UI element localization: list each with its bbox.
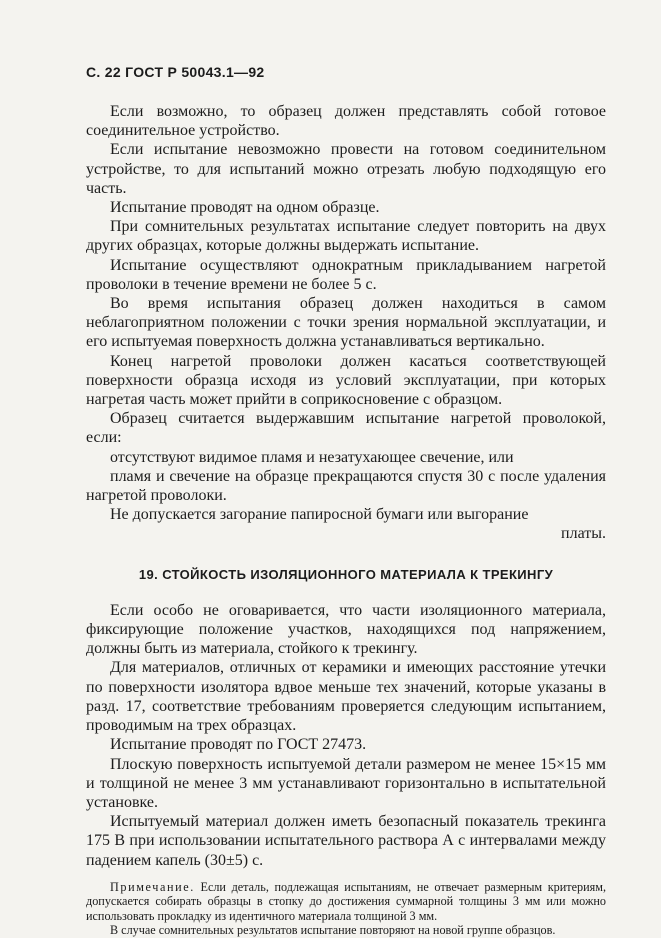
paragraph: Если возможно, то образец должен представлять собой готовое соединительное устройство. (86, 103, 606, 140)
paragraph: Плоскую поверхность испытуемой детали размером не менее 15×15 мм и толщиной не менее 3 мм устанавливают горизонтально в испытательной установке. (86, 755, 606, 811)
section-title: 19. СТОЙКОСТЬ ИЗОЛЯЦИОННОГО МАТЕРИАЛА К ТРЕКИНГУ (138, 566, 554, 582)
paragraph: Не допускается загорание папиросной бумаги или выгорание (110, 506, 529, 524)
paragraph: Конец нагретой проволоки должен касаться соответствующей поверхности образца исходя из условий эксплуатации, при которых нагретая часть может прийти в соприкосновение с образцом. (86, 352, 606, 409)
paragraph: Испытание осуществляют однократным прикладыванием нагретой проволоки в течение времени не более 5 с. (86, 256, 606, 293)
note-label: Примечание. (110, 879, 195, 894)
note-paragraph (86, 880, 606, 924)
document-body (86, 102, 606, 938)
paragraph: Образец считается выдержавшим испытание нагретой проволокой, если: (86, 410, 606, 447)
page-header: С. 22 ГОСТ Р 50043.1—92 (86, 64, 265, 80)
paragraph: Испытание проводят по ГОСТ 27473. (110, 736, 367, 754)
list-item: отсутствуют видимое пламя и незатухающее свечение, или (110, 448, 514, 466)
list-item: пламя и свечение на образце прекращаются спустя 30 с после удаления нагретой проволоки. (86, 467, 606, 505)
note-text: Если деталь, подлежащая испытаниям, не отвечает размерным критериям, допускается собирать образцы в стопку до достижения суммарной толщины 3 мм или можно использовать прокладку из идентичного материала толщиной 3 мм. (86, 879, 606, 923)
paragraph: При сомнительных результатах испытание следует повторить на двух других образцах, которые должны выдержать испытание. (86, 218, 606, 255)
note-block (86, 880, 606, 938)
paragraph: Если особо не оговаривается, что части изоляционного материала, фиксирующие положение участков, находящихся под напряжением, должны быть из материала, стойкого к трекингу. (86, 601, 606, 658)
paragraph: Во время испытания образец должен находиться в самом неблагоприятном положении с точки зрения нормальной эксплуатации, и его испытуемая поверхность должна устанавливаться вертикально. (86, 295, 606, 351)
paragraph-continuation: платы. (561, 525, 606, 543)
note-paragraph: В случае сомнительных результатов испытание повторяют на новой группе образцов. (110, 923, 556, 938)
paragraph: Испытуемый материал должен иметь безопасный показатель трекинга 175 В при использовании испытательного раствора А с интервалами между падением капель (30±5) с. (86, 813, 606, 869)
paragraph: Испытание проводят на одном образце. (110, 199, 380, 217)
paragraph: Для материалов, отличных от керамики и имеющих расстояние утечки по поверхности изолятора вдвое меньше тех значений, которые указаны в разд. 17, соответствие требованиям проверяется следующим испытанием, проводимым на трех образцах. (86, 659, 606, 735)
paragraph: Если испытание невозможно провести на готовом соединительном устройстве, то для испытаний можно отрезать любую подходящую его часть. (86, 141, 606, 197)
